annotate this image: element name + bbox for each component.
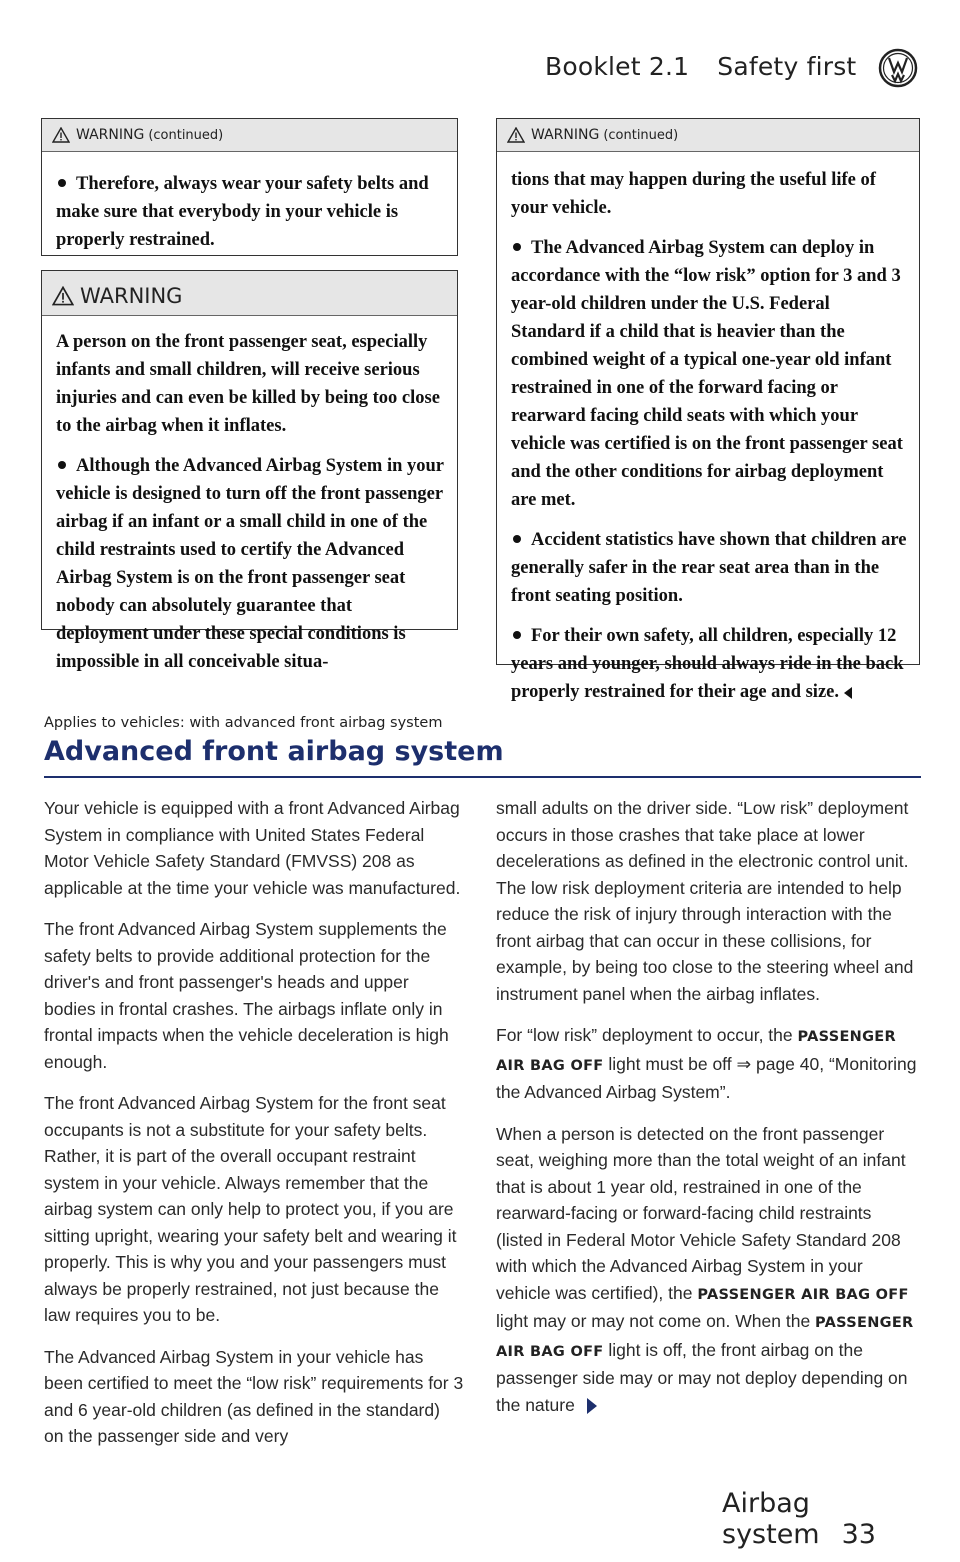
warning-triangle-icon [52, 286, 74, 306]
chapter-name: Airbag system [722, 1488, 820, 1550]
warning-paragraph: Accident statistics have shown that children are generally safer in the rear seat area than in the front seating position. [511, 530, 907, 606]
bullet-icon [513, 243, 521, 251]
warning-triangle-icon [507, 127, 525, 143]
warning-paragraph: The Advanced Airbag System can deploy in accordance with the “low risk” option for 3 and 3 year-old children under the U.S. Federal Standard if a child that is heavier than the combined weight of a typical one-year old infant restrained in one of the forward facing or rearward facing child seats with which your vehicle was certified is on the front passenger seat and the other conditions for airbag deployment are met. [511, 238, 903, 510]
warning-label: WARNING [531, 127, 600, 143]
booklet-label: Booklet 2.1 [545, 52, 690, 81]
warning-paragraph: tions that may happen during the useful life of your vehicle. [511, 170, 876, 218]
left-column [44, 795, 464, 1465]
applies-to-note: Applies to vehicles: with advanced front airbag system [44, 715, 443, 731]
bullet-icon [58, 179, 66, 187]
body-paragraph [496, 1022, 920, 1106]
continue-arrow-icon [587, 1398, 597, 1414]
section-title: Advanced front airbag system [44, 736, 504, 767]
section-divider [44, 776, 921, 778]
passenger-airbag-off-label: PASSENGER AIR BAG OFF [697, 1286, 909, 1303]
right-column [496, 795, 920, 1433]
body-text: When a person is detected on the front passenger seat, weighing more than the total weight of an infant that is about 1 year old, restrained in one of the rearward-facing or forward-facing child restraints (listed in Federal Motor Vehicle Safety Standard 208 with which the Advanced Airbag System in your vehicle was certified), the [496, 1123, 906, 1303]
warning-text: Therefore, always wear your safety belts and make sure that everybody in your vehicle is properly restrained. [56, 174, 429, 250]
warning-triangle-icon [52, 127, 70, 143]
warning-sublabel: (continued) [603, 127, 679, 143]
warning-label: WARNING [76, 127, 145, 143]
warning-header [42, 119, 457, 152]
warning-label: WARNING [80, 284, 183, 308]
page-footer [722, 1488, 960, 1550]
end-of-section-icon [844, 687, 852, 699]
passenger-airbag-off-label: PASSENGER AIR BAG OFF [496, 1315, 914, 1360]
warning-header [42, 271, 457, 316]
vw-logo-icon [878, 48, 918, 88]
passenger-airbag-off-label: PASSENGER AIR BAG OFF [496, 1029, 896, 1074]
body-text: For “low risk” deployment to occur, the [496, 1025, 793, 1045]
warning-paragraph: A person on the front passenger seat, especially infants and small children, will receive serious injuries and can even be killed by being too close to the airbag when it inflates. [56, 332, 440, 436]
body-paragraph: Your vehicle is equipped with a front Advanced Airbag System in compliance with United States Federal Motor Vehicle Safety Standard (FMVSS) 208 as applicable at the time your vehicle was manufactured. [44, 798, 461, 898]
page-reference-link[interactable]: light must be off ⇒ page 40, “Monitoring the Advanced Airbag System”. [496, 1053, 917, 1102]
body-paragraph: small adults on the driver side. “Low risk” deployment occurs in those crashes that take place at lower decelerations as defined in the electronic control unit. The low risk deployment criteria are intended to help reduce the risk of injury through interaction with the front airbag that can occur in these collisions, for example, by being too close to the steering wheel and instrument panel when the airbag inflates. [496, 798, 914, 1004]
bullet-icon [513, 535, 521, 543]
warning-sublabel: (continued) [148, 127, 224, 143]
body-paragraph: The Advanced Airbag System in your vehicle has been certified to meet the “low risk” requirements for 3 and 6 year-old children (as defined in the standard) on the passenger side and very [44, 1346, 464, 1446]
warning-header [497, 119, 919, 152]
warning-box-continued [41, 118, 458, 256]
body-paragraph: The front Advanced Airbag System for the front seat occupants is not a substitute for your safety belts. Rather, it is part of the overall occupant restraint system in your vehicle. Always remember that the airbag system can only help to protect you, if you are sitting upright, wearing your safety belt and wearing it properly. This is why you and your passengers must always be properly restrained, not just because the law requires you to be. [44, 1093, 457, 1325]
bullet-icon [58, 461, 66, 469]
warning-paragraph: For their own safety, all children, especially 12 years and younger, should always ride in the back properly restrained for their age and size. [511, 626, 904, 702]
body-text: light may or may not come on. When the [496, 1311, 811, 1331]
warning-paragraph: Although the Advanced Airbag System in your vehicle is designed to turn off the front passenger airbag if an infant or a small child in one of the child restraints used to certify the Advanced Airbag System is on the front passenger seat nobody can absolutely guarantee that deployment under these special conditions is impossible in all conceivable situa- [56, 456, 444, 672]
warning-box-continued [496, 118, 920, 702]
section-label: Safety first [717, 52, 857, 81]
page-header [545, 52, 856, 81]
body-paragraph [496, 1121, 920, 1419]
warning-box [41, 270, 458, 672]
body-text: light is off, the front airbag on the passenger side may or may not deploy depending on the nature [496, 1339, 908, 1415]
body-paragraph: The front Advanced Airbag System supplements the safety belts to provide additional protection for the driver's and front passenger's heads and upper bodies in frontal crashes. The airbags inflate only in frontal impacts when the vehicle deceleration is high enough. [44, 919, 449, 1072]
page-number: 33 [841, 1519, 876, 1550]
bullet-icon [513, 631, 521, 639]
